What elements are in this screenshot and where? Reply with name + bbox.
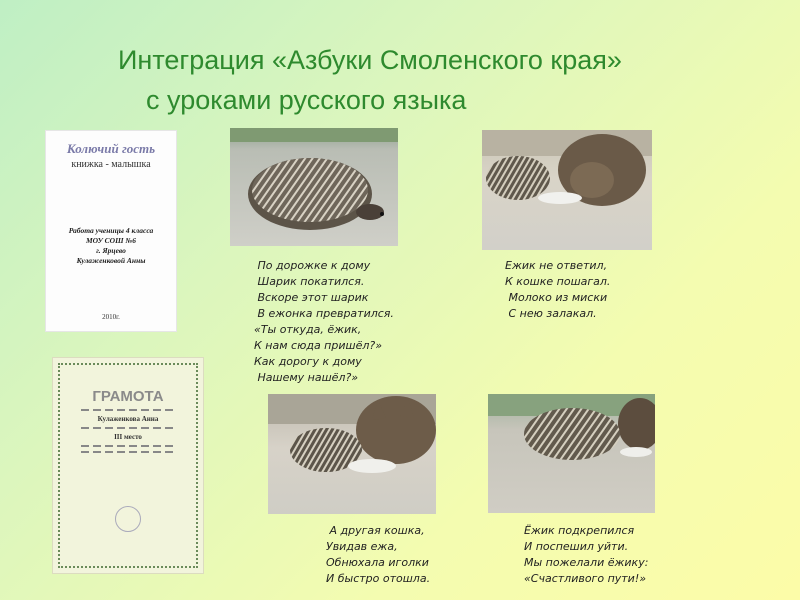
- poem-stanza-2: [505, 258, 610, 322]
- certificate-place: III место: [114, 433, 142, 441]
- certificate-image: [52, 357, 204, 574]
- booklet-cover-image: [45, 130, 177, 332]
- title-line-1: Интеграция «Азбуки Смоленского края»: [118, 45, 622, 75]
- poem-line: Шарик покатился.: [254, 275, 365, 288]
- poem-line: К кошке пошагал.: [505, 275, 611, 288]
- hedgehog-photo-1: [230, 128, 398, 246]
- poem-line: «Счастливого пути!»: [524, 572, 647, 585]
- certificate-heading: ГРАМОТА: [92, 388, 164, 405]
- poem-stanza-1: [254, 258, 394, 386]
- poem-line: Ёжик подкрепился: [524, 524, 635, 537]
- poem-line: Нашему нашёл?»: [254, 371, 359, 384]
- booklet-title: Колючий гость: [66, 141, 156, 156]
- poem-stanza-3: [326, 523, 430, 587]
- booklet-subtitle: книжка - малышка: [71, 159, 151, 170]
- booklet-author-line: Кулаженковой Анны: [76, 256, 146, 265]
- hedgehog-cat-photo-4: [488, 394, 655, 513]
- booklet-author-line: Работа ученицы 4 класса: [68, 226, 154, 235]
- poem-line: Ежик не ответил,: [505, 259, 608, 272]
- hedgehog-cat-photo-3: [268, 394, 436, 514]
- poem-line: К нам сюда пришёл?»: [254, 339, 382, 352]
- poem-line: И быстро отошла.: [326, 572, 431, 585]
- booklet-year: 2010г.: [102, 313, 120, 321]
- booklet-author-line: г. Ярцево: [96, 246, 126, 255]
- poem-line: Увидав ежа,: [326, 540, 398, 553]
- poem-stanza-4: [524, 523, 648, 587]
- poem-line: С нею залакал.: [505, 307, 597, 320]
- certificate-awardee: Кулаженкова Анна: [97, 415, 159, 423]
- poem-line: Молоко из миски: [505, 291, 608, 304]
- certificate-seal: [115, 506, 141, 532]
- title-line-2: с уроками русского языка: [146, 85, 467, 115]
- poem-line: «Ты откуда, ёжик,: [254, 323, 362, 336]
- poem-line: Вскоре этот шарик: [254, 291, 369, 304]
- poem-line: Мы пожелали ёжику:: [524, 556, 649, 569]
- poem-line: В ежонка превратился.: [254, 307, 394, 320]
- poem-line: И поспешил уйти.: [524, 540, 629, 553]
- certificate-border: [58, 363, 198, 568]
- poem-line: А другая кошка,: [326, 524, 425, 537]
- booklet-author: [46, 226, 176, 266]
- poem-line: Обнюхала иголки: [326, 556, 429, 569]
- booklet-author-line: МОУ СОШ №6: [85, 236, 137, 245]
- poem-line: По дорожке к дому: [254, 259, 371, 272]
- hedgehog-cat-photo-2: [482, 130, 652, 250]
- slide-title: [118, 40, 758, 120]
- poem-line: Как дорогу к дому: [254, 355, 362, 368]
